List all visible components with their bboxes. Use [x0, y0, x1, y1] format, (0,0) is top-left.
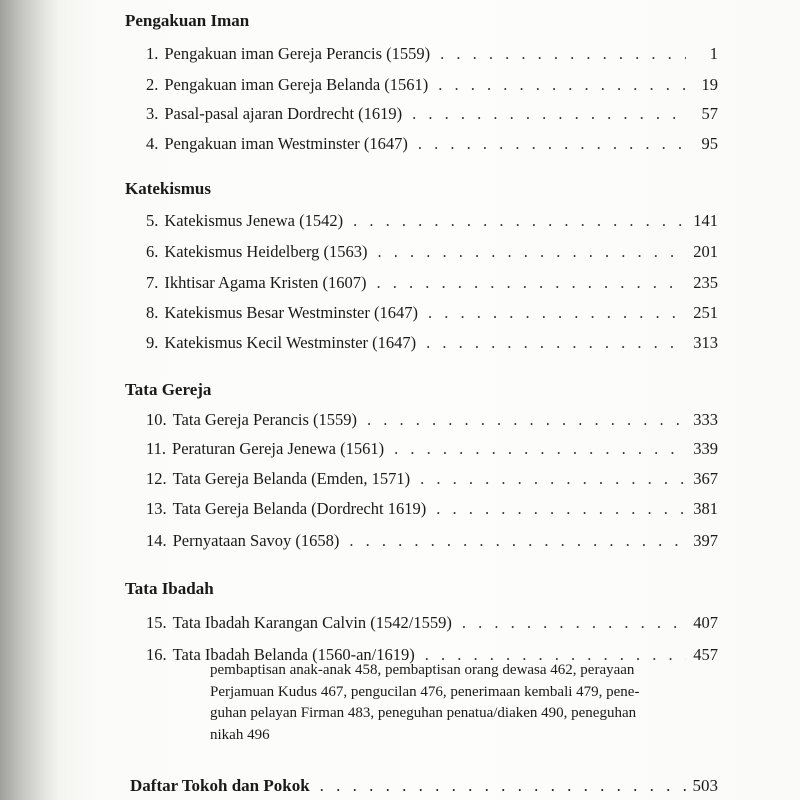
- section-heading-tata-ibadah: Tata Ibadah: [125, 579, 214, 598]
- toc-entry: [146, 241, 718, 263]
- entry-page-number: 57: [701, 104, 718, 123]
- entry-page-number: 235: [693, 273, 718, 292]
- entry-title: Pengakuan iman Gereja Perancis (1559): [164, 44, 431, 63]
- entry-title: Pernyataan Savoy (1658): [172, 531, 340, 550]
- dot-leader: [320, 774, 687, 798]
- entry-page-number: 397: [693, 531, 718, 550]
- entry-page-number: 339: [693, 439, 718, 458]
- section-heading-pengakuan-iman: Pengakuan Iman: [125, 11, 250, 30]
- dot-leader: [426, 332, 686, 354]
- toc-entry: [146, 498, 718, 520]
- toc-entry: [146, 468, 718, 490]
- toc-entry: [146, 530, 718, 552]
- entry-title: Tata Gereja Perancis (1559): [172, 410, 358, 429]
- entry-page-number: 313: [693, 333, 718, 352]
- entry-page-number: 201: [693, 242, 718, 261]
- subtopic-line: guhan pelayan Firman 483, peneguhan penatua/diaken 490, peneguhan: [210, 705, 637, 721]
- entry-page-number: 381: [693, 499, 718, 518]
- dot-leader: [353, 210, 686, 232]
- entry-title: Peraturan Gereja Jenewa (1561): [172, 439, 385, 458]
- dot-leader: [376, 272, 686, 294]
- toc-entry-index: [130, 774, 718, 798]
- dot-leader: [418, 133, 686, 155]
- entry-title: Tata Ibadah Karangan Calvin (1542/1559): [172, 613, 452, 632]
- entry-number: 7.: [146, 273, 159, 292]
- entry-page-number: 367: [693, 469, 718, 488]
- entry-title: Pengakuan iman Gereja Belanda (1561): [164, 75, 429, 94]
- entry-title: Pasal-pasal ajaran Dordrecht (1619): [164, 104, 403, 123]
- toc-entry: [146, 133, 718, 155]
- toc-entry: [146, 272, 718, 294]
- entry-number: 13.: [146, 499, 167, 518]
- entry-page-number: 407: [693, 613, 718, 632]
- section-heading-tata-gereja: Tata Gereja: [125, 380, 212, 399]
- entry-number: 16.: [146, 645, 167, 664]
- entry-page-number: 141: [693, 211, 718, 230]
- entry-number: 10.: [146, 410, 167, 429]
- entry-page-number: 19: [701, 75, 718, 94]
- entry-number: 14.: [146, 531, 167, 550]
- toc-entry: [146, 438, 718, 460]
- toc-entry: [146, 302, 718, 324]
- subtopic-line: nikah 496: [210, 726, 270, 743]
- entry-number: 8.: [146, 303, 159, 322]
- entry-title: Katekismus Heidelberg (1563): [164, 242, 368, 261]
- toc-entry: [146, 43, 718, 65]
- dot-leader: [440, 43, 686, 65]
- entry-title: Tata Gereja Belanda (Dordrecht 1619): [172, 499, 427, 518]
- entry-title: Tata Gereja Belanda (Emden, 1571): [172, 469, 411, 488]
- entry-number: 2.: [146, 75, 159, 94]
- entry-number: 1.: [146, 44, 159, 63]
- dot-leader: [436, 498, 686, 520]
- entry-subtopics: [210, 660, 710, 746]
- entry-number: 11.: [146, 439, 167, 458]
- toc-entry: [146, 74, 718, 96]
- index-page-number: 503: [692, 776, 718, 795]
- entry-number: 6.: [146, 242, 159, 261]
- toc-entry: [146, 210, 718, 232]
- entry-page-number: 457: [693, 645, 718, 664]
- toc-entry: [146, 612, 718, 634]
- index-title: Daftar Tokoh dan Pokok: [130, 776, 310, 795]
- entry-title: Tata Ibadah Belanda (1560-an/1619): [172, 645, 415, 664]
- dot-leader: [367, 409, 686, 431]
- entry-number: 12.: [146, 469, 167, 488]
- entry-page-number: 251: [693, 303, 718, 322]
- toc-entry: [146, 332, 718, 354]
- dot-leader: [438, 74, 686, 96]
- entry-number: 15.: [146, 613, 167, 632]
- dot-leader: [378, 241, 686, 263]
- entry-title: Ikhtisar Agama Kristen (1607): [164, 273, 367, 292]
- section-heading-katekismus: Katekismus: [125, 179, 211, 198]
- entry-title: Katekismus Jenewa (1542): [164, 211, 344, 230]
- dot-leader: [428, 302, 686, 324]
- entry-page-number: 333: [693, 410, 718, 429]
- entry-number: 9.: [146, 333, 159, 352]
- entry-title: Pengakuan iman Westminster (1647): [164, 134, 408, 153]
- entry-page-number: 1: [709, 44, 718, 63]
- dot-leader: [412, 103, 686, 125]
- entry-number: 3.: [146, 104, 159, 123]
- dot-leader: [420, 468, 686, 490]
- subtopic-line: Perjamuan Kudus 467, pengucilan 476, penerimaan kembali 479, pene-: [210, 683, 640, 700]
- entry-page-number: 95: [701, 134, 718, 153]
- dot-leader: [394, 438, 686, 460]
- toc-entry: [146, 103, 718, 125]
- book-binding-shadow: [0, 0, 58, 800]
- dot-leader: [349, 530, 686, 552]
- dot-leader: [462, 612, 686, 634]
- subtopic-line: pembaptisan anak-anak 458, pembaptisan orang dewasa 462, perayaan: [210, 662, 635, 678]
- entry-number: 4.: [146, 134, 159, 153]
- entry-number: 5.: [146, 211, 159, 230]
- entry-title: Katekismus Besar Westminster (1647): [164, 303, 418, 322]
- entry-title: Katekismus Kecil Westminster (1647): [164, 333, 417, 352]
- toc-entry: [146, 409, 718, 431]
